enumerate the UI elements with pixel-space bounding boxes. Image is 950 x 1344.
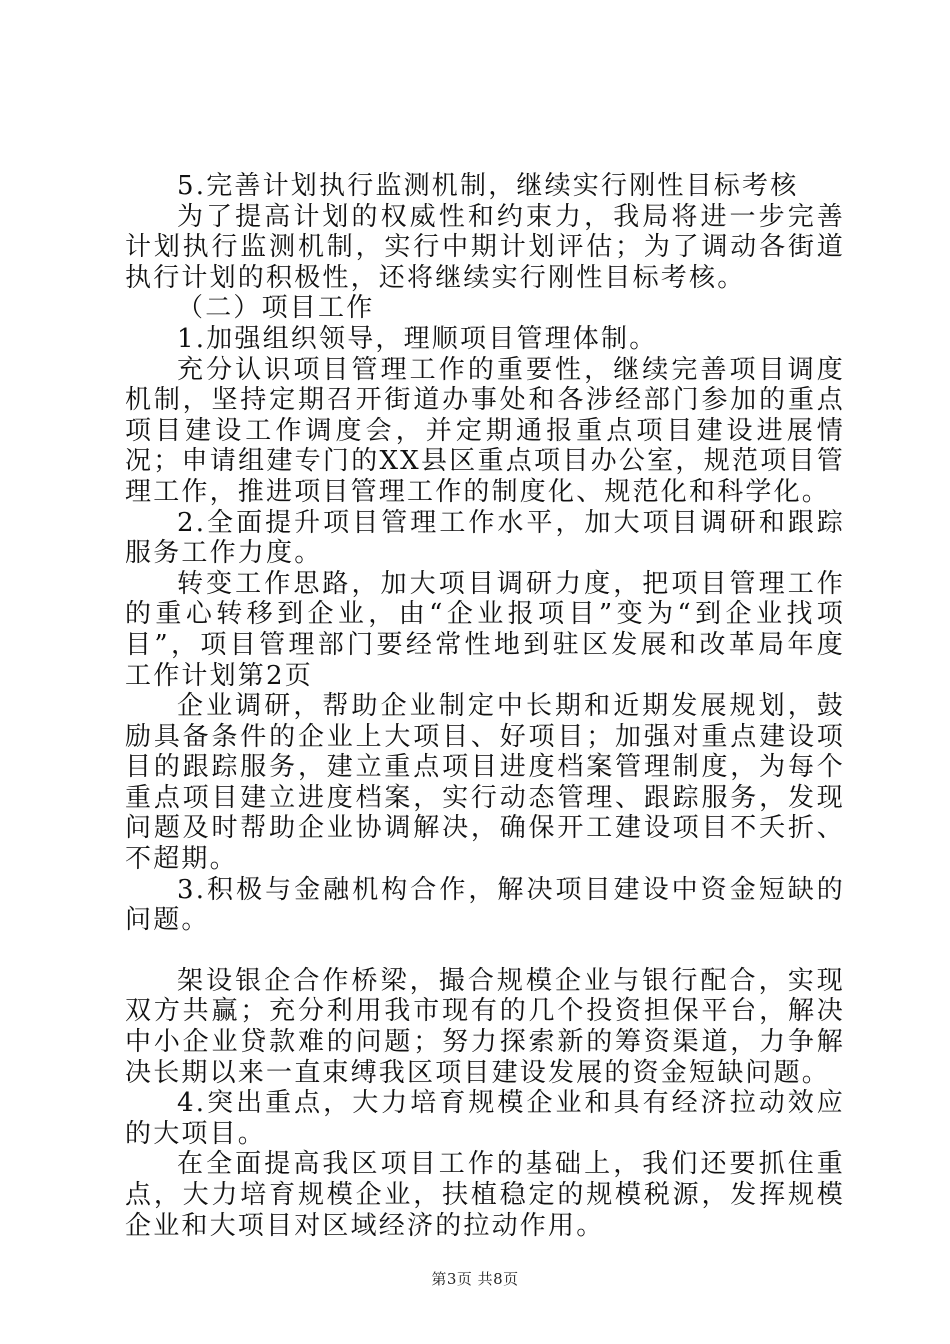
paragraph-heading-5: 5.完善计划执行监测机制，继续实行刚性目标考核: [177, 171, 799, 201]
paragraph: 在全面提高我区项目工作的基础上，我们还要抓住重点，大力培育规模企业，扶植稳定的规模税源，发挥规模企业和大项目对区域经济的拉动作用。: [125, 1149, 845, 1241]
paragraph: 架设银企合作桥梁，撮合规模企业与银行配合，实现双方共赢；充分利用我市现有的几个投资担保平台，解决中小企业贷款难的问题；努力探索新的筹资渠道，力争解决长期以来一直束缚我区项目建设发展的资金短缺问题。: [125, 965, 845, 1088]
section-heading-projects: （二）项目工作: [177, 293, 375, 324]
page-number-footer: 第3页 共8页: [431, 1270, 519, 1288]
paragraph: 企业调研，帮助企业制定中长期和近期发展规划，鼓励具备条件的企业上大项目、好项目；加强对重点建设项目的跟踪服务，建立重点项目进度档案管理制度，为每个重点项目建立进度档案，实行动态管理、跟踪服务，发现问题及时帮助企业协调解决，确保开工建设项目不夭折、不超期。: [125, 691, 845, 875]
paragraph: 充分认识项目管理工作的重要性，继续完善项目调度机制，坚持定期召开街道办事处和各涉经部门参加的重点项目建设工作调度会，并定期通报重点项目建设进展情况；申请组建专门的XX县区重点项目办公室，规范项目管理工作，推进项目管理工作的制度化、规范化和科学化。: [125, 354, 845, 507]
paragraph-heading-2: 2.全面提升项目管理工作水平，加大项目调研和跟踪服务工作力度。: [125, 507, 845, 569]
paragraph-heading-3: 3.积极与金融机构合作，解决项目建设中资金短缺的问题。: [125, 874, 845, 936]
paragraph-spacer: [125, 936, 845, 966]
paragraph-heading-4: 4.突出重点，大力培育规模企业和具有经济拉动效应的大项目。: [125, 1088, 845, 1149]
paragraph: 转变工作思路，加大项目调研力度，把项目管理工作的重心转移到企业，由“企业报项目”变为“到企业找项目”，项目管理部门要经常性地到驻区发展和改革局年度工作计划第2页: [125, 568, 845, 691]
document-body: [125, 171, 845, 1241]
paragraph-heading-1: 1.加强组织领导，理顺项目管理体制。: [177, 323, 658, 354]
paragraph: 为了提高计划的权威性和约束力，我局将进一步完善计划执行监测机制，实行中期计划评估；为了调动各街道执行计划的积极性，还将继续实行刚性目标考核。: [125, 201, 845, 293]
